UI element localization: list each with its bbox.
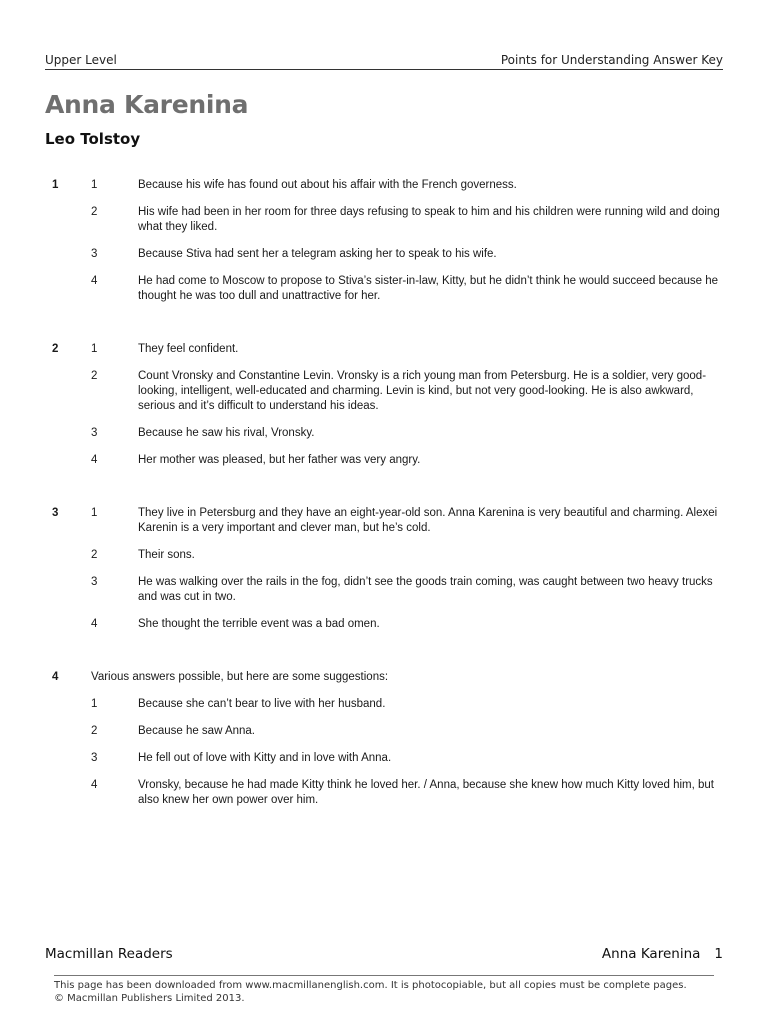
item-number: 4 [91, 618, 98, 630]
page-number: 1 [714, 946, 723, 962]
item-text: Because Stiva had sent her a telegram asking her to speak to his wife. [138, 248, 497, 260]
answer-item [0, 506, 768, 536]
page-header [45, 53, 723, 70]
section-number: 4 [52, 671, 59, 683]
answer-section-2 [0, 342, 768, 468]
item-text: His wife had been in her room for three days refusing to speak to him and his children were running wild and doing what they liked. [138, 206, 720, 233]
answer-item [0, 247, 768, 262]
item-number: 2 [91, 725, 98, 737]
item-text: He fell out of love with Kitty and in love with Anna. [138, 752, 392, 764]
item-number: 2 [91, 370, 98, 382]
item-text: Because she can’t bear to live with her husband. [138, 698, 386, 710]
item-text: Their sons. [138, 549, 195, 561]
item-number: 1 [91, 507, 98, 519]
section-intro: Various answers possible, but here are some suggestions: [91, 671, 389, 683]
answer-section-4 [0, 670, 768, 808]
answer-item [0, 426, 768, 441]
item-text: They live in Petersburg and they have an eight-year-old son. Anna Karenina is very beautiful and charming. Alexei Karenin is a very important and clever man, but he’s cold. [138, 507, 718, 534]
item-text: Count Vronsky and Constantine Levin. Vronsky is a rich young man from Petersburg. He is a soldier, very good-looking, intelligent, well-educated and charming. Levin is kind, but not very good-looking. He is also awkward, serious and it’s difficult to understand his ideas. [138, 370, 707, 412]
book-title: Anna Karenina [45, 90, 249, 119]
section-number: 3 [52, 507, 59, 519]
copyright-line: © Macmillan Publishers Limited 2013. [54, 993, 245, 1004]
answer-item [0, 205, 768, 235]
answer-sections [0, 178, 768, 846]
item-number: 3 [91, 427, 98, 439]
item-text: He was walking over the rails in the fog, didn’t see the goods train coming, was caught between two heavy trucks and was cut in two. [138, 576, 713, 603]
answer-item [0, 548, 768, 563]
item-text: He had come to Moscow to propose to Stiva’s sister-in-law, Kitty, but he didn’t think he would succeed because he thought he was too dull and unattractive for her. [138, 275, 718, 302]
answer-item [0, 575, 768, 605]
item-number: 1 [91, 343, 98, 355]
answer-item [0, 751, 768, 766]
item-number: 4 [91, 779, 98, 791]
item-number: 2 [91, 549, 98, 561]
answer-section-3 [0, 506, 768, 632]
item-text: She thought the terrible event was a bad omen. [138, 618, 380, 630]
item-text: Her mother was pleased, but her father was very angry. [138, 454, 421, 466]
item-number: 3 [91, 576, 98, 588]
item-number: 2 [91, 206, 98, 218]
footer-title: Anna Karenina [601, 946, 701, 962]
item-text: They feel confident. [138, 343, 239, 355]
item-text: Vronsky, because he had made Kitty think he loved her. / Anna, because she knew how much Kitty loved him, but also knew her own power over him. [138, 779, 714, 806]
answer-item [0, 453, 768, 468]
answer-item [0, 369, 768, 414]
header-doc-type: Points for Understanding Answer Key [500, 53, 723, 67]
answer-item [0, 178, 768, 193]
copyright-note [54, 979, 724, 1005]
answer-section-1 [0, 178, 768, 304]
section-number: 1 [52, 179, 59, 191]
header-level: Upper Level [45, 53, 117, 67]
section-number: 2 [52, 343, 59, 355]
answer-item [0, 274, 768, 304]
download-notice: This page has been downloaded from www.macmillanenglish.com. It is photocopiable, but all copies must be complete pages. [54, 980, 687, 991]
footer-divider [54, 975, 714, 976]
item-number: 1 [91, 698, 98, 710]
page-footer [45, 946, 723, 964]
answer-item [0, 697, 768, 712]
answer-item [0, 724, 768, 739]
item-number: 4 [91, 454, 98, 466]
answer-item [0, 778, 768, 808]
footer-title-page [602, 946, 723, 962]
item-text: Because his wife has found out about his affair with the French governess. [138, 179, 517, 191]
footer-series: Macmillan Readers [45, 946, 173, 962]
item-number: 3 [91, 752, 98, 764]
answer-item [0, 617, 768, 632]
item-text: Because he saw Anna. [138, 725, 255, 737]
item-number: 4 [91, 275, 98, 287]
item-number: 3 [91, 248, 98, 260]
item-number: 1 [91, 179, 98, 191]
answer-item [0, 342, 768, 357]
item-text: Because he saw his rival, Vronsky. [138, 427, 315, 439]
book-author: Leo Tolstoy [45, 130, 141, 148]
